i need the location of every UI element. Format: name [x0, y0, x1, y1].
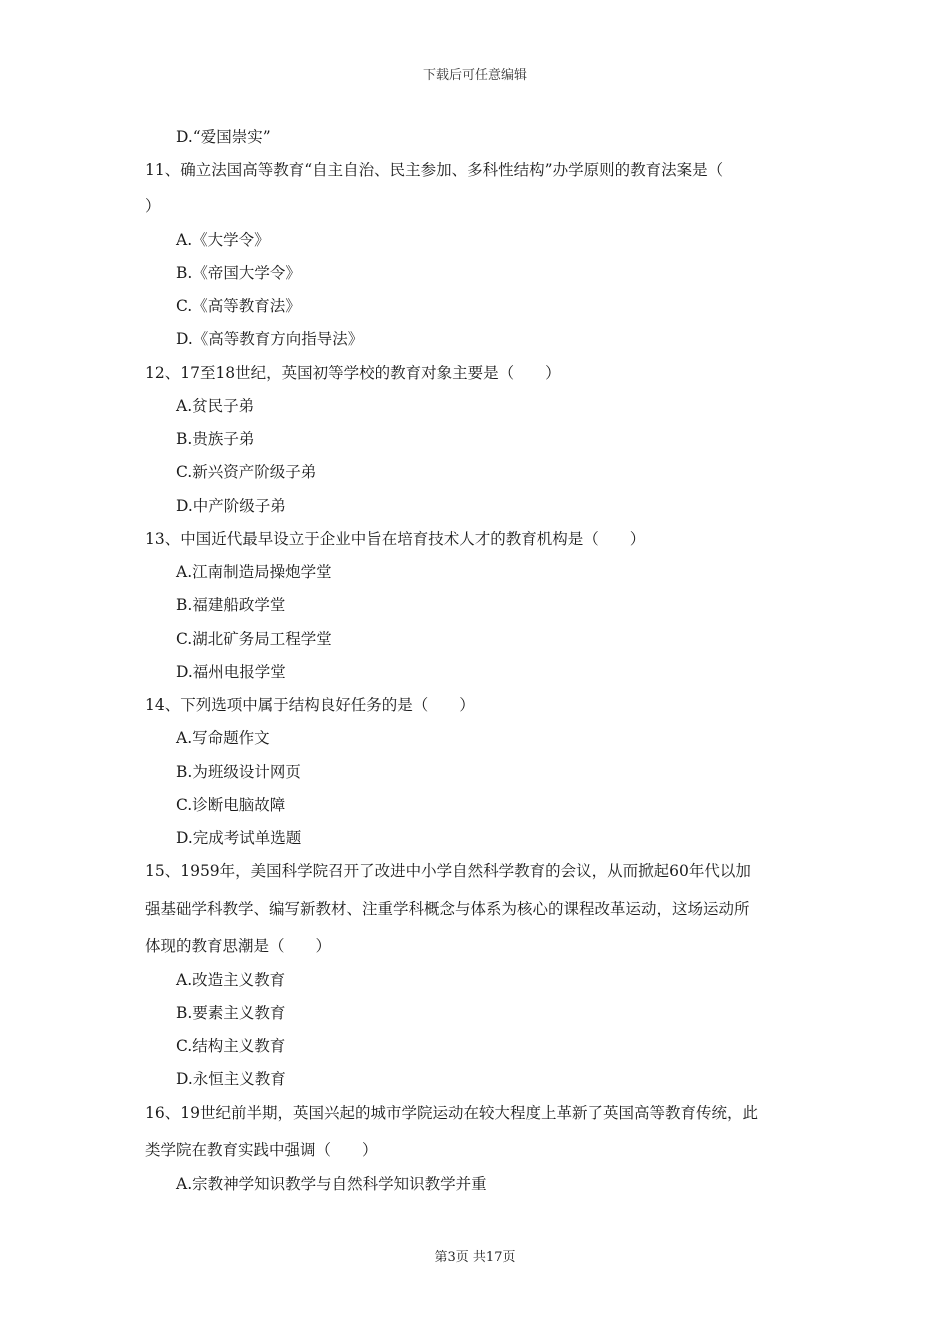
option-line: C.诊断电脑故障 — [176, 796, 286, 814]
question-line: 14、下列选项中属于结构良好任务的是（ ） — [145, 696, 475, 714]
option-line: D.完成考试单选题 — [176, 829, 302, 847]
option-line: B.为班级设计网页 — [176, 763, 301, 781]
option-line: C.湖北矿务局工程学堂 — [176, 630, 332, 648]
question-line: 11、确立法国高等教育“自主自治、民主参加、多科性结构”办学原则的教育法案是（ — [145, 161, 724, 179]
question-line: 体现的教育思潮是（ ） — [145, 937, 332, 955]
option-line: A.贫民子弟 — [176, 397, 255, 415]
page-footer: 第3页 共17页 — [434, 1250, 516, 1265]
option-line: B.福建船政学堂 — [176, 596, 286, 614]
option-line: A.江南制造局操炮学堂 — [176, 563, 332, 581]
question-line: 13、中国近代最早设立于企业中旨在培育技术人才的教育机构是（ ） — [145, 530, 646, 548]
question-line: ） — [145, 197, 161, 215]
option-line: B.《帝国大学令》 — [176, 264, 301, 282]
option-line: A.改造主义教育 — [176, 971, 286, 989]
option-line: A.宗教神学知识教学与自然科学知识教学并重 — [176, 1175, 487, 1193]
page-header: 下载后可任意编辑 — [422, 68, 527, 83]
option-line: D.福州电报学堂 — [176, 663, 286, 681]
option-line: C.新兴资产阶级子弟 — [176, 463, 317, 481]
question-line: 16、19世纪前半期，英国兴起的城市学院运动在较大程度上革新了英国高等教育传统，此 — [145, 1104, 758, 1122]
option-line: D.《高等教育方向指导法》 — [176, 330, 364, 348]
option-line: B.贵族子弟 — [176, 430, 255, 448]
option-line: C.《高等教育法》 — [176, 297, 301, 315]
option-line: C.结构主义教育 — [176, 1037, 286, 1055]
question-line: 强基础学科教学、编写新教材、注重学科概念与体系为核心的课程改革运动，这场运动所 — [145, 900, 750, 918]
question-line: 15、1959年，美国科学院召开了改进中小学自然科学教育的会议，从而掀起60年代以加 — [145, 862, 751, 880]
option-line: D.中产阶级子弟 — [176, 497, 286, 515]
question-line: 类学院在教育实践中强调（ ） — [145, 1141, 378, 1159]
option-line: D.永恒主义教育 — [176, 1070, 286, 1088]
option-line: A.写命题作文 — [176, 729, 270, 747]
option-line: B.要素主义教育 — [176, 1004, 286, 1022]
option-line: A.《大学令》 — [176, 231, 270, 249]
question-line: 12、17至18世纪，英国初等学校的教育对象主要是（ ） — [145, 364, 561, 382]
option-line: D.“爱国崇实” — [176, 128, 271, 146]
